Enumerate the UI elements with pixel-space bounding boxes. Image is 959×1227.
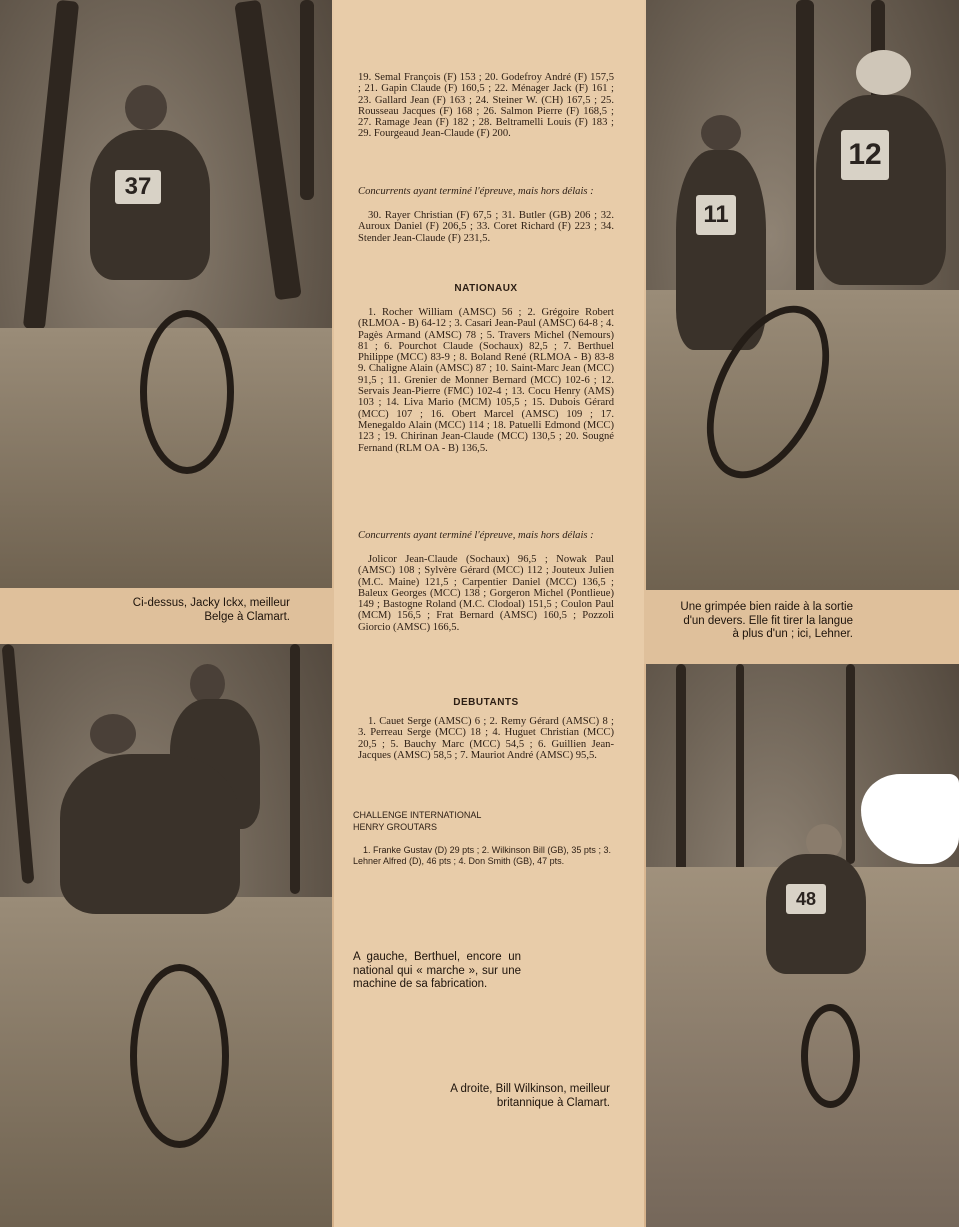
race-bib: 48 xyxy=(786,884,826,914)
caption-lehner: Une grimpée bien raide à la sortie d'un devers. Elle fit tirer la langue à plus d'un ; ici, Lehner. xyxy=(680,601,853,640)
photo-berthuel xyxy=(0,644,332,1227)
challenge-heading-line-2: HENRY GROUTARS xyxy=(353,822,438,832)
photo-lehner-climb xyxy=(646,0,959,590)
race-bib: 37 xyxy=(115,170,161,204)
race-bib: 12 xyxy=(841,130,889,180)
nationaux-heading: NATIONAUX xyxy=(454,283,518,294)
photo-jacky-ickx xyxy=(0,0,332,588)
photo-bill-wilkinson xyxy=(646,664,959,1227)
rider-illustration xyxy=(50,714,270,1154)
debutants-results: 1. Cauet Serge (AMSC) 6 ; 2. Remy Gérard (AMSC) 8 ; 3. Perreau Serge (MCC) 18 ; 4. Huguet Christian (MCC) 20,5 ; 5. Bauchy Marc (MCC) 54,5 ; 6. Guillien Jean-Jacques (AMSC) 58,5 ; 7. Mauriot André (AMSC) 95,5. xyxy=(358,716,614,761)
late-finishers-label-2: Concurrents ayant terminé l'épreuve, mais hors délais : xyxy=(358,530,594,541)
caption-berthuel: A gauche, Berthuel, encore un national qui « marche », sur une machine de sa fabrication. xyxy=(353,951,521,990)
overall-results-continued: 19. Semal François (F) 153 ; 20. Godefroy André (F) 157,5 ; 21. Gapin Claude (F) 160,5 ; 22. Ménager Jack (F) 161 ; 23. Gallard Jean (F) 163 ; 24. Steiner W. (CH) 167,5 ; 25. Rousseau Jacques (F) 168 ; 26. Salmon Pierre (F) 168,5 ; 27. Ramage Jean (F) 182 ; 28. Beltramelli Louis (F) 183 ; 29. Fourgeaud Jean-Claude (F) 200. xyxy=(358,72,614,140)
late-finishers-results-1: 30. Rayer Christian (F) 67,5 ; 31. Butler (GB) 206 ; 32. Auroux Daniel (F) 206,5 ; 33. Coret Richard (F) 223 ; 34. Stender Jean-Claude (F) 231,5. xyxy=(358,210,614,244)
caption-bill-wilkinson: A droite, Bill Wilkinson, meilleur britannique à Clamart. xyxy=(450,1083,610,1109)
late-finishers-results-2: Jolicor Jean-Claude (Sochaux) 96,5 ; Nowak Paul (AMSC) 108 ; Sylvère Gérard (MCC) 112 ; Jouteux Julien (M.C. Maine) 121,5 ; Carpentier Daniel (MCC) 136,5 ; Baleux Georges (MCC) 138 ; Gorgeron Michel (Pontlieue) 149 ; Bastogne Roland (M.C. Clodoal) 151,5 ; Coulon Paul (MCM) 156,5 ; Frat Bernard (AMSC) 160,5 ; Pozzoli Giorcio (AMSC) 166,5. xyxy=(358,554,614,633)
rider-illustration xyxy=(70,80,250,480)
late-finishers-label-1: Concurrents ayant terminé l'épreuve, mais hors délais : xyxy=(358,186,594,197)
rider-illustration xyxy=(746,824,876,1094)
debutants-heading: DEBUTANTS xyxy=(453,697,519,708)
rider-illustration xyxy=(726,50,946,480)
nationaux-results: 1. Rocher William (AMSC) 56 ; 2. Grégoire Robert (RLMOA - B) 64-12 ; 3. Casari Jean-Paul (AMSC) 64-8 ; 4. Pagès Armand (AMSC) 78 ; 5. Travers Michel (Nemours) 81 ; 6. Pourchot Claude (Sochaux) 82,5 ; 7. Berthuel Philippe (MCC) 83-9 ; 8. Boland René (RLMOA - B) 83-8 9. Chaligne Alain (AMSC) 87 ; 10. Saint-Marc Jean (MCC) 91,5 ; 11. Grenier de Monner Bernard (MCC) 102-6 ; 12. Servais Jean-Pierre (FMC) 102-4 ; 13. Cocu Henry (AMS) 103 ; 14. Liva Mario (MCM) 105,5 ; 15. Dubois Gérard (MCC) 107 ; 16. Obert Marcel (AMSC) 109 ; 17. Menegaldo Alain (MCC) 114 ; 18. Patuelli Edmond (MCC) 123 ; 19. Chirinan Jean-Claude (MCC) 130,5 ; 20. Sougné Fernand (RLM OA - B) 136,5. xyxy=(358,307,614,454)
challenge-heading-line-1: CHALLENGE INTERNATIONAL xyxy=(353,810,482,820)
race-bib: 11 xyxy=(696,195,736,235)
challenge-results: 1. Franke Gustav (D) 29 pts ; 2. Wilkinson Bill (GB), 35 pts ; 3. Lehner Alfred (D), 46 pts ; 4. Don Smith (GB), 47 pts. xyxy=(353,845,611,866)
caption-jacky-ickx: Ci-dessus, Jacky Ickx, meilleur Belge à Clamart. xyxy=(132,597,290,623)
